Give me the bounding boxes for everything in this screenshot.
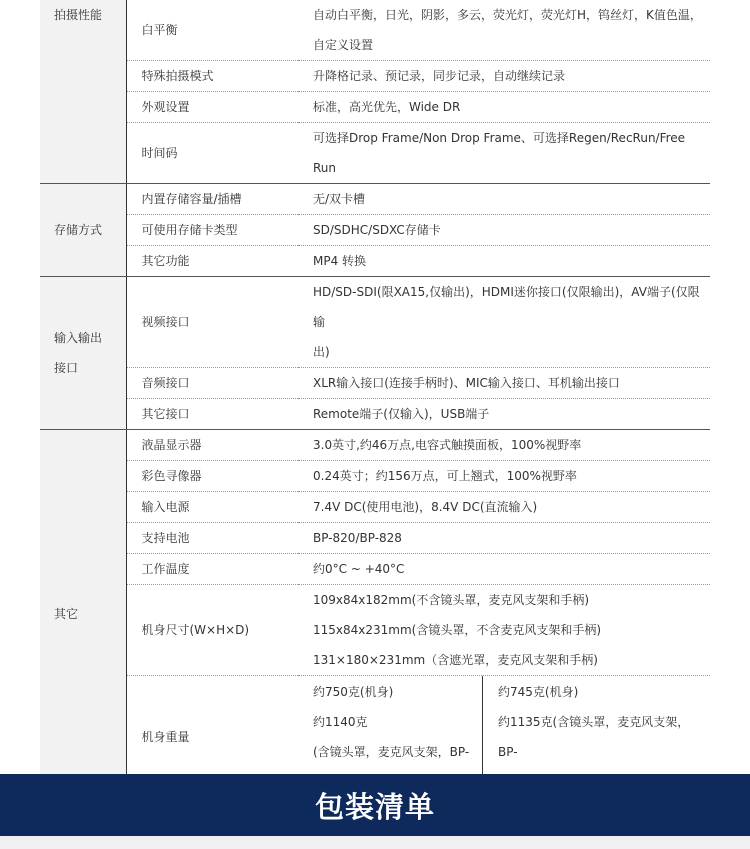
- spec-category: [40, 277, 126, 430]
- spec-value-line: 约750克(机身): [313, 684, 394, 699]
- spec-value: [298, 92, 710, 123]
- spec-label: 液晶显示器: [126, 430, 298, 461]
- spec-category-label: 存储方式: [54, 223, 103, 237]
- spec-row: [40, 368, 710, 399]
- spec-label: 白平衡: [126, 0, 298, 61]
- spec-value: [298, 399, 710, 430]
- spec-row: [40, 123, 710, 184]
- spec-row: [40, 492, 710, 523]
- spec-category-label: 拍摄性能: [54, 8, 103, 22]
- spec-value-line: 自定义设置: [313, 38, 374, 52]
- spec-value: [298, 184, 710, 215]
- spec-value-line: (含镜头罩，麦克风支架，BP-: [313, 744, 470, 759]
- spec-value-line: 109x84x182mm(不含镜头罩，麦克风支架和手柄): [313, 593, 590, 607]
- spec-value-line: 0.24英寸；约156万点，可上翘式，100%视野率: [313, 469, 577, 483]
- spec-row: [40, 184, 710, 215]
- spec-value-line: 自动白平衡，日光，阴影，多云，荧光灯，荧光灯H，钨丝灯，K值色温，: [313, 8, 702, 22]
- spec-label: 输入电源: [126, 492, 298, 523]
- spec-value-line: 可选择Drop Frame/Non Drop Frame、可选择Regen/RecRun/Free Run: [313, 131, 686, 175]
- spec-row: [40, 92, 710, 123]
- spec-value-line: 115x84x231mm(含镜头罩，不含麦克风支架和手柄): [313, 623, 602, 637]
- spec-value: [298, 430, 710, 461]
- spec-label: 其它功能: [126, 246, 298, 277]
- spec-value: [298, 492, 710, 523]
- spec-label: 可使用存储卡类型: [126, 215, 298, 246]
- spec-value: [298, 554, 710, 585]
- spec-value-line: Remote端子(仅输入)，USB端子: [313, 407, 490, 421]
- spec-category-label: 接口: [54, 361, 79, 375]
- spec-value-line: 约745克(机身): [498, 684, 579, 699]
- spec-row: [40, 554, 710, 585]
- spec-value-line: 7.4V DC(使用电池)，8.4V DC(直流输入): [313, 500, 538, 514]
- spec-row: [40, 399, 710, 430]
- spec-value-line: HD/SD-SDI(限XA15,仅输出)，HDMI迷你接口(仅限输出)，AV端子(仅限输: [313, 285, 700, 329]
- spec-row: [40, 215, 710, 246]
- spec-value: [298, 523, 710, 554]
- bottom-strip: [0, 836, 750, 849]
- spec-label: 彩色寻像器: [126, 461, 298, 492]
- spec-value-line: 标准，高光优先，Wide DR: [313, 100, 461, 114]
- spec-value: [298, 277, 710, 368]
- spec-label: 特殊拍摄模式: [126, 61, 298, 92]
- spec-value-line: 约0°C ~ +40°C: [313, 562, 405, 576]
- spec-row: [40, 277, 710, 368]
- spec-label: 工作温度: [126, 554, 298, 585]
- spec-label: 机身尺寸(W×H×D): [126, 585, 298, 676]
- spec-row: [40, 461, 710, 492]
- spec-value: [298, 123, 710, 184]
- spec-category-label: 其它: [54, 606, 79, 621]
- spec-table: [40, 0, 710, 798]
- spec-value-line: 出): [313, 345, 330, 359]
- spec-category: [40, 184, 126, 277]
- spec-row: [40, 61, 710, 92]
- spec-category-label: 输入输出: [54, 331, 103, 345]
- spec-value: [298, 246, 710, 277]
- spec-value: [298, 461, 710, 492]
- spec-value-line: 131×180×231mm（含遮光罩，麦克风支架和手柄): [313, 653, 598, 667]
- spec-category: [40, 0, 126, 184]
- spec-label: 视频接口: [126, 277, 298, 368]
- spec-value-line: 约1140克: [313, 714, 368, 729]
- spec-label: 支持电池: [126, 523, 298, 554]
- packing-list-banner: [0, 774, 750, 836]
- spec-row: [40, 246, 710, 277]
- spec-value-line: 约1135克(含镜头罩，麦克风支架，BP-: [498, 714, 690, 759]
- spec-label: 音频接口: [126, 368, 298, 399]
- banner-title: 包装清单: [314, 789, 435, 824]
- spec-category: [40, 430, 126, 798]
- spec-row: [40, 430, 710, 461]
- spec-value-line: MP4 转换: [313, 254, 367, 268]
- spec-row: [40, 585, 710, 676]
- spec-label: 时间码: [126, 123, 298, 184]
- spec-label: 内置存储容量/插槽: [126, 184, 298, 215]
- spec-label: 其它接口: [126, 399, 298, 430]
- spec-value: [298, 0, 710, 61]
- spec-value: [298, 585, 710, 676]
- spec-value-line: 无/双卡槽: [313, 192, 366, 206]
- spec-value-line: 3.0英寸,约46万点,电容式触摸面板，100%视野率: [313, 438, 582, 452]
- spec-value: [298, 215, 710, 246]
- spec-value: [298, 61, 710, 92]
- spec-label: 外观设置: [126, 92, 298, 123]
- spec-row: [40, 523, 710, 554]
- spec-value-line: XLR输入接口(连接手柄时)、MIC输入接口、耳机输出接口: [313, 376, 620, 390]
- spec-value: [298, 368, 710, 399]
- spec-value-line: BP-820/BP-828: [313, 531, 402, 545]
- spec-value-line: SD/SDHC/SDXC存储卡: [313, 223, 441, 237]
- spec-label: 机身重量: [126, 676, 298, 798]
- spec-row: [40, 0, 710, 61]
- spec-value-line: 升降格记录、预记录，同步记录，自动继续记录: [313, 69, 566, 83]
